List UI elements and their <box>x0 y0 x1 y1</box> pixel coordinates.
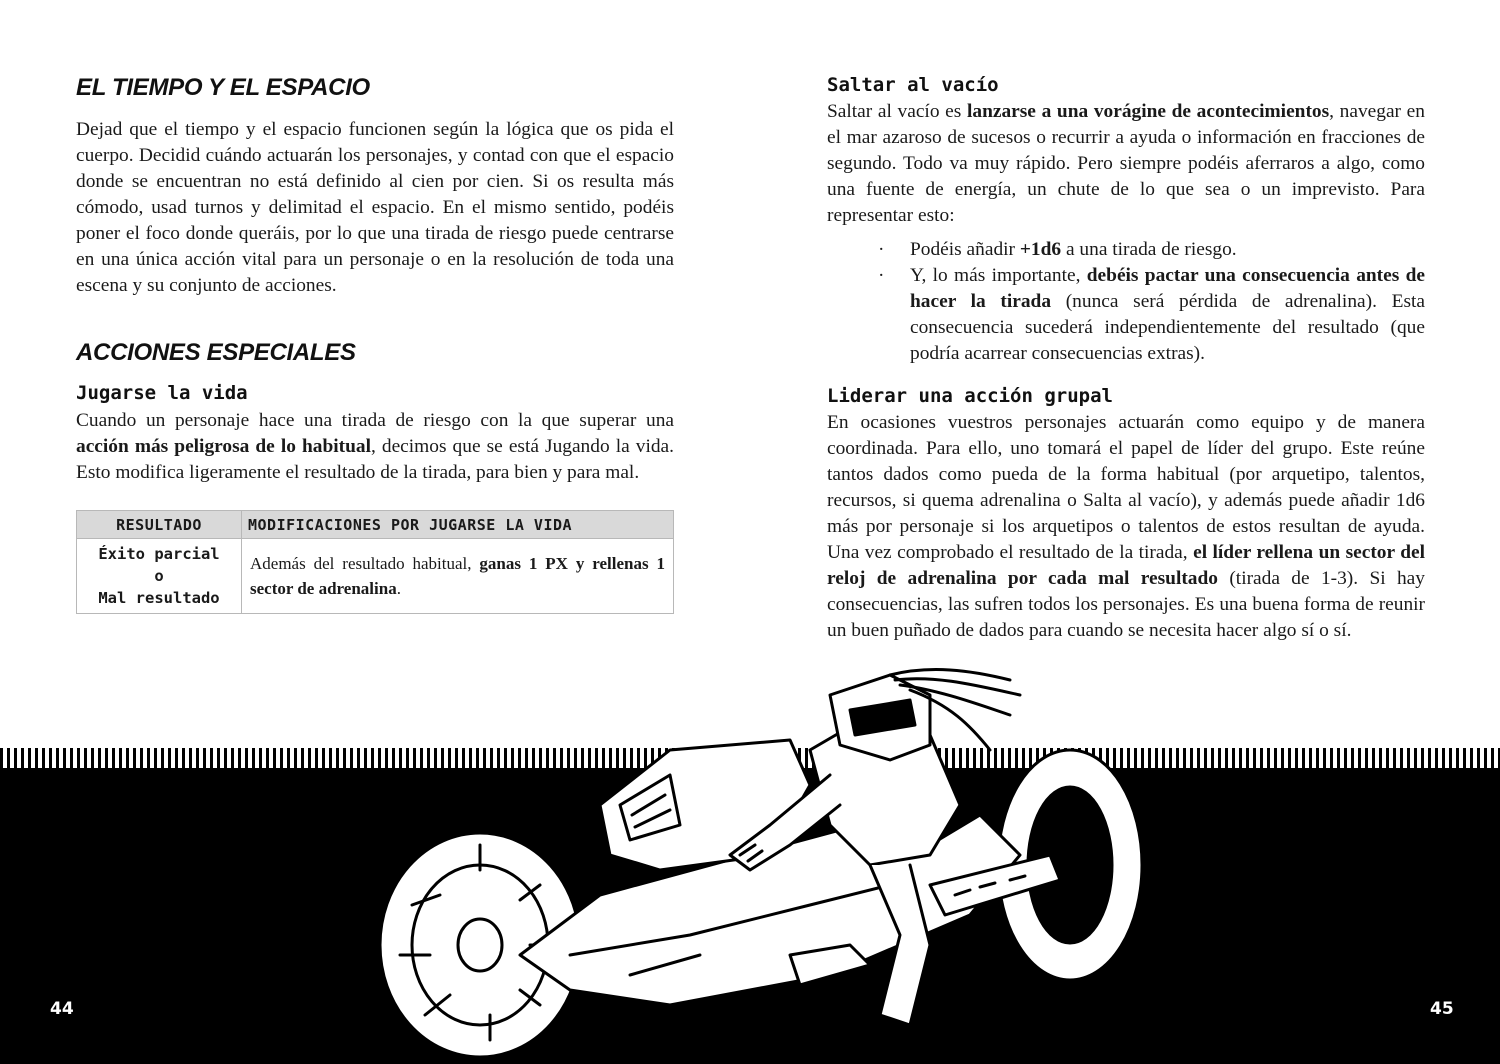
subsection-title-jugarse-la-vida: Jugarse la vida <box>76 382 248 404</box>
paragraph-jugarse-la-vida: Cuando un personaje hace una tirada de riesgo con la que superar una acción más peligrosa de lo habitual, decimos que se está Jugando la vida. Esto modifica ligeramente el resultado de la tirada, para bien y para mal. <box>76 410 674 483</box>
paragraph-saltar-al-vacio: Saltar al vacío es lanzarse a una vorágine de acontecimientos, navegar en el mar azaroso de sucesos o recurrir a ayuda o información en fracciones de segundo. Todo va muy rápido. Pero siempre podéis aferraros a algo, como una fuente de energía, un chute de lo que sea o un imprevisto. Para representar esto: <box>827 101 1425 226</box>
subsection-title-saltar-al-vacio: Saltar al vacío <box>827 74 999 96</box>
list-item: · Y, lo más importante, debéis pactar una consecuencia antes de hacer la tirada (nunca será pérdida de adrenalina). Esta consecuencia sucederá independientemente del resultado (que podría acarrear consecuencias extras). <box>878 265 1425 364</box>
motorcycle-rider-illustration <box>370 655 1180 1064</box>
paragraph-liderar-accion-grupal: En ocasiones vuestros personajes actuarán como equipo y de manera coordinada. Para ello, uno tomará el papel de líder del grupo. Este reúne tantos dados como pueda de la forma habitual (por arquetipo, talentos, recursos, si quema adrenalina o Salta al vacío), y además puede añadir 1d6 más por personaje si los arquetipos o talentos de estos resultan de ayuda. Una vez comprobado el resultado de la tirada, el líder rellena un sector del reloj de adrenalina por cada mal resultado (tirada de 1-3). Si hay consecuencias, las sufren todos los personajes. Es una buena forma de reunir un buen puñado de dados para cuando se necesita hacer algo sí o sí. <box>827 412 1425 641</box>
bullet-list <box>878 237 1425 367</box>
page-number-right: 45 <box>1430 999 1454 1019</box>
table-cell-resultado: Éxito parcial o Mal resultado <box>77 539 242 614</box>
table-header-modificaciones: MODIFICACIONES POR JUGARSE LA VIDA <box>242 511 674 539</box>
paragraph-tiempo-espacio: Dejad que el tiempo y el espacio funcionen según la lógica que os pida el cuerpo. Decidid cuándo actuarán los personajes, y contad con que el espacio donde se encuentran no está definido al cien por cien. Si os resulta más cómodo, usad turnos y delimitad el espacio. En el mismo sentido, podéis poner el foco donde queráis, por lo que una tirada de riesgo puede centrarse en una única acción vital para un personaje o en la resolución de toda una escena y su conjunto de acciones. <box>76 119 674 296</box>
subsection-title-liderar-accion-grupal: Liderar una acción grupal <box>827 385 1113 407</box>
list-item: · Podéis añadir +1d6 a una tirada de riesgo. <box>878 239 1237 260</box>
section-title-acciones-especiales: ACCIONES ESPECIALES <box>76 339 356 366</box>
page-number-left: 44 <box>50 999 74 1019</box>
table-cell-modificacion: Además del resultado habitual, ganas 1 PX y rellenas 1 sector de adrenalina. <box>242 539 674 614</box>
table-header-resultado: RESULTADO <box>77 511 242 539</box>
section-title-tiempo-espacio: EL TIEMPO Y EL ESPACIO <box>76 74 370 101</box>
